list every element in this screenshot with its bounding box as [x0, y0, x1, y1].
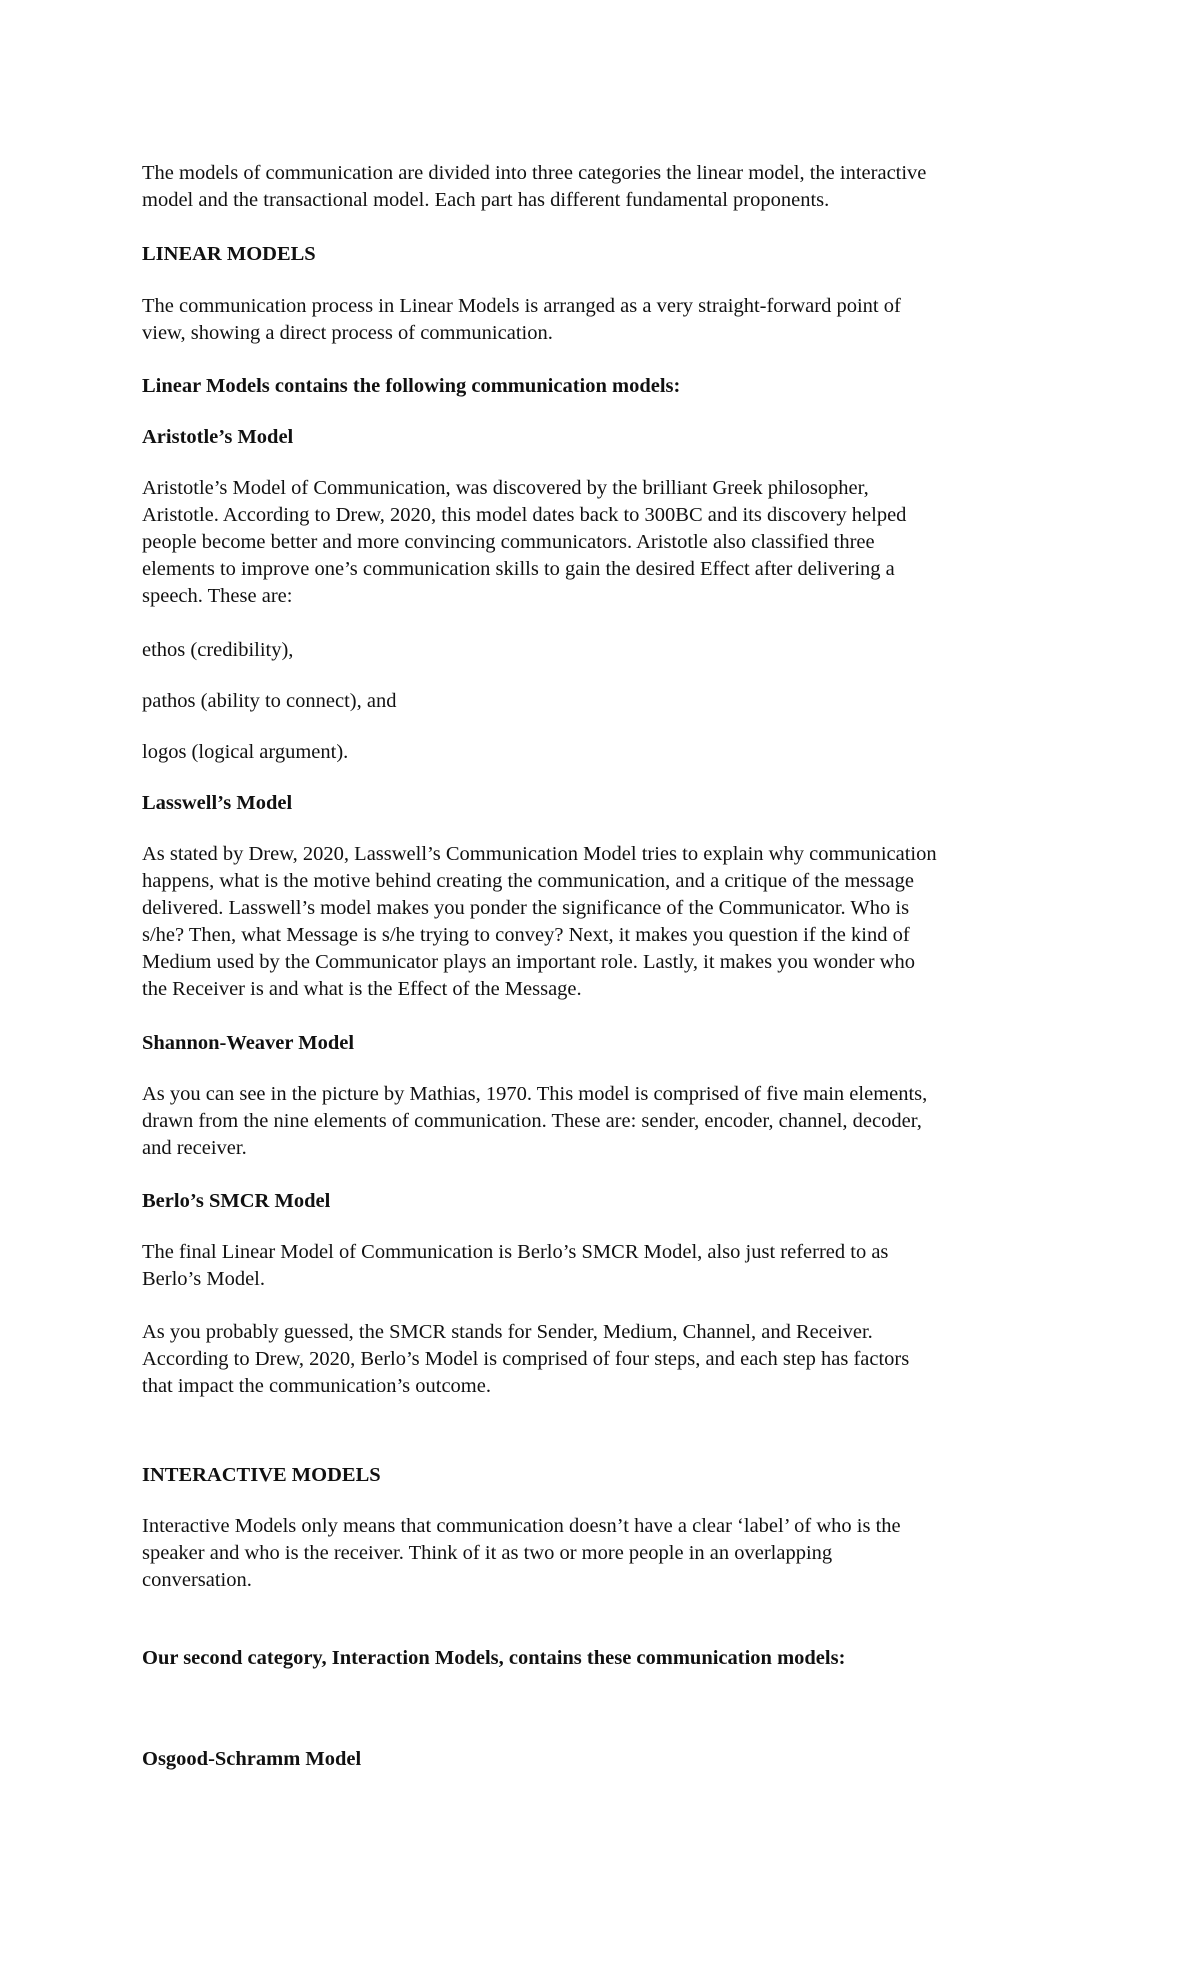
interactive-intro-paragraph	[142, 1513, 1077, 1594]
berlo-p1-line-2: Berlo’s Model.	[142, 1268, 265, 1290]
linear-models-heading: LINEAR MODELS	[142, 243, 316, 265]
aristotle-line-3: people become better and more convincing communicators. Aristotle also classified three	[142, 531, 875, 553]
aristotle-line-4: elements to improve one’s communication skills to gain the desired Effect after delivering a	[142, 558, 895, 580]
interactive-line-3: conversation.	[142, 1569, 252, 1591]
aristotle-heading: Aristotle’s Model	[142, 426, 294, 448]
berlo-paragraph-1	[142, 1239, 1077, 1293]
shannon-weaver-paragraph	[142, 1081, 1077, 1162]
lasswell-heading: Lasswell’s Model	[142, 792, 293, 814]
interactive-contains-heading: Our second category, Interaction Models, contains these communication models:	[142, 1647, 846, 1669]
ethos-item: ethos (credibility),	[142, 639, 294, 661]
logos-item: logos (logical argument).	[142, 741, 349, 763]
aristotle-line-5: speech. These are:	[142, 585, 293, 607]
shannon-line-3: and receiver.	[142, 1137, 247, 1159]
interactive-line-1: Interactive Models only means that communication doesn’t have a clear ‘label’ of who is the	[142, 1515, 901, 1537]
aristotle-paragraph	[142, 475, 1077, 610]
lasswell-line-1: As stated by Drew, 2020, Lasswell’s Communication Model tries to explain why communication	[142, 843, 937, 865]
berlo-p1-line-1: The final Linear Model of Communication is Berlo’s SMCR Model, also just referred to as	[142, 1241, 889, 1263]
osgood-schramm-heading: Osgood-Schramm Model	[142, 1748, 362, 1770]
intro-line-1: The models of communication are divided into three categories the linear model, the interactive	[142, 162, 927, 184]
lasswell-line-6: the Receiver is and what is the Effect of the Message.	[142, 978, 582, 1000]
lasswell-paragraph	[142, 841, 1102, 1003]
shannon-line-2: drawn from the nine elements of communication. These are: sender, encoder, channel, decoder,	[142, 1110, 922, 1132]
berlo-p2-line-2: According to Drew, 2020, Berlo’s Model is comprised of four steps, and each step has factors	[142, 1348, 910, 1370]
berlo-heading: Berlo’s SMCR Model	[142, 1190, 331, 1212]
intro-paragraph	[142, 160, 1077, 214]
interactive-line-2: speaker and who is the receiver. Think of it as two or more people in an overlapping	[142, 1542, 833, 1564]
shannon-line-1: As you can see in the picture by Mathias, 1970. This model is comprised of five main elements,	[142, 1083, 928, 1105]
lasswell-line-5: Medium used by the Communicator plays an important role. Lastly, it makes you wonder who	[142, 951, 915, 973]
berlo-p2-line-1: As you probably guessed, the SMCR stands for Sender, Medium, Channel, and Receiver.	[142, 1321, 873, 1343]
berlo-p2-line-3: that impact the communication’s outcome.	[142, 1375, 491, 1397]
pathos-item: pathos (ability to connect), and	[142, 690, 397, 712]
linear-intro-paragraph	[142, 293, 1077, 347]
aristotle-line-1: Aristotle’s Model of Communication, was discovered by the brilliant Greek philosopher,	[142, 477, 869, 499]
linear-intro-line-2: view, showing a direct process of communication.	[142, 322, 553, 344]
linear-contains-heading: Linear Models contains the following communication models:	[142, 375, 681, 397]
lasswell-line-3: delivered. Lasswell’s model makes you ponder the significance of the Communicator. Who is	[142, 897, 910, 919]
shannon-weaver-heading: Shannon-Weaver Model	[142, 1032, 355, 1054]
berlo-paragraph-2	[142, 1319, 1077, 1400]
lasswell-line-4: s/he? Then, what Message is s/he trying to convey? Next, it makes you question if the kind of	[142, 924, 910, 946]
interactive-models-heading: INTERACTIVE MODELS	[142, 1464, 381, 1486]
intro-line-2: model and the transactional model. Each part has different fundamental proponents.	[142, 189, 830, 211]
aristotle-line-2: Aristotle. According to Drew, 2020, this model dates back to 300BC and its discovery helped	[142, 504, 907, 526]
linear-intro-line-1: The communication process in Linear Models is arranged as a very straight-forward point of	[142, 295, 901, 317]
lasswell-line-2: happens, what is the motive behind creating the communication, and a critique of the message	[142, 870, 914, 892]
